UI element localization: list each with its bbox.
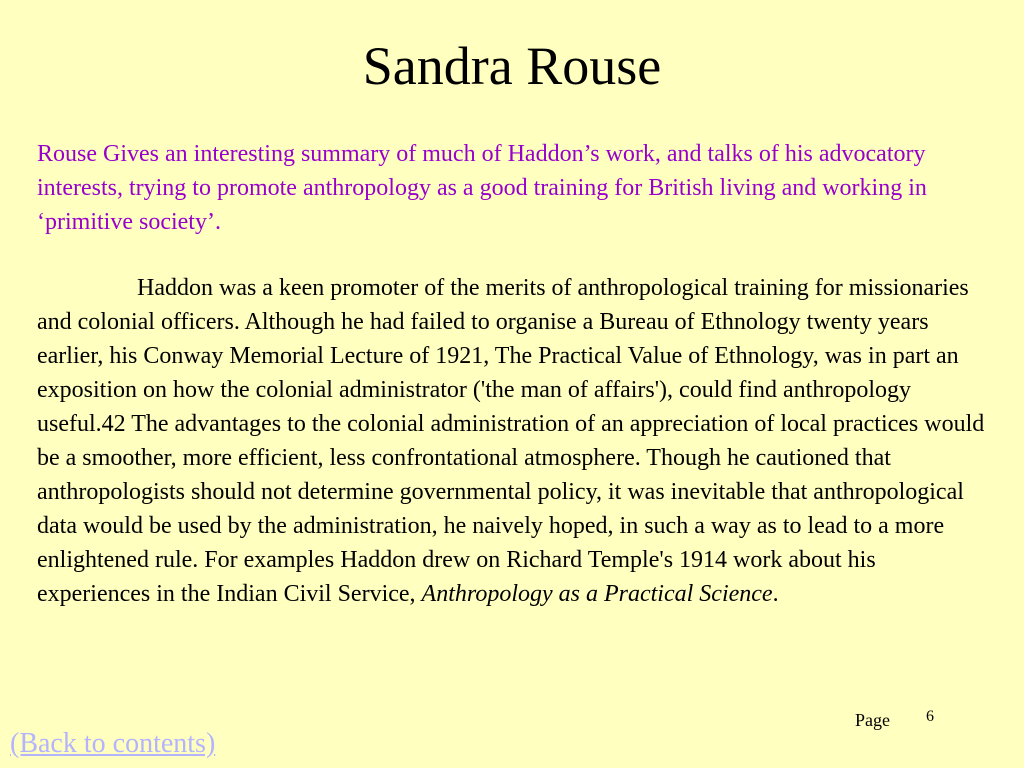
back-to-contents-link[interactable]: (Back to contents) bbox=[10, 728, 216, 759]
body-paragraph bbox=[37, 271, 987, 611]
book-title: Anthropology as a Practical Science bbox=[421, 581, 773, 607]
page-label: Page bbox=[855, 710, 890, 730]
slide-title: Sandra Rouse bbox=[362, 36, 662, 96]
page-number: 6 bbox=[926, 708, 934, 725]
body-main-text: Haddon was a keen promoter of the merits of anthropological training for missionaries and colonial officers. Although he had failed to organise a Bureau of Ethnology twenty years earlier, his Conway Memorial Lecture of 1921, The Practical Value of Ethnology, was in part an exposition on how the colonial administrator ('the man of affairs'), could find anthropology useful.42 The advantages to the colonial administration of an appreciation of local practices would be a smoother, more efficient, less confrontational atmosphere. Though he cautioned that anthropologists should not determine governmental policy, it was inevitable that anthropological data would be used by the administration, he naively hoped, in such a way as to lead to a more enlightened rule. For examples Haddon drew on Richard Temple's 1914 work about his experiences in the Indian Civil Service, bbox=[37, 275, 985, 607]
summary-paragraph: Rouse Gives an interesting summary of much of Haddon’s work, and talks of his advocatory interests, trying to promote anthropology as a good training for British living and working in ‘primitive society’. bbox=[37, 141, 927, 235]
body-end-punctuation: . bbox=[772, 581, 779, 607]
